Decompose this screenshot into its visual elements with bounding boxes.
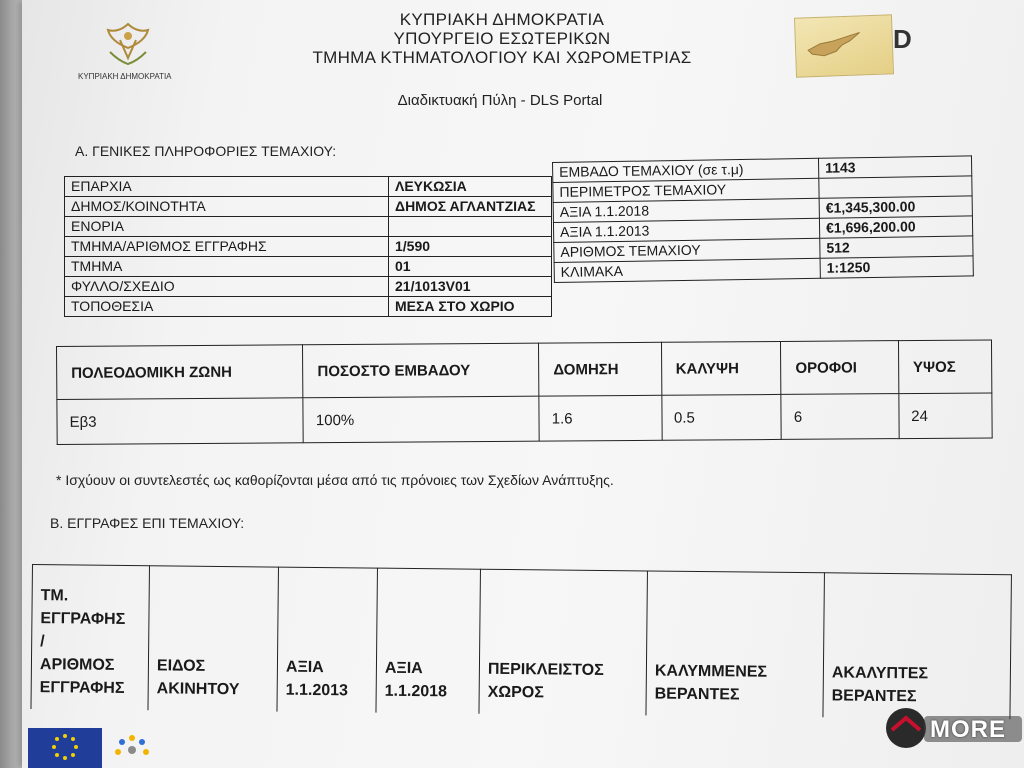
- header-line-3: ΤΜΗΜΑ ΚΤΗΜΑΤΟΛΟΓΙΟΥ ΚΑΙ ΧΩΡΟΜΕΤΡΙΑΣ: [312, 48, 692, 67]
- table-row: [65, 197, 552, 217]
- header-line-2: ΥΠΟΥΡΓΕΙΟ ΕΣΩΤΕΡΙΚΩΝ: [393, 29, 611, 48]
- table-cell: 6: [781, 394, 899, 440]
- table-cell: 100%: [303, 396, 539, 443]
- cohesion-fund-icon: [108, 730, 156, 766]
- dls-logo: [794, 14, 894, 77]
- row-value: 1/590: [389, 237, 552, 257]
- column-header: ΕΙΔΟΣ ΑΚΙΝΗΤΟΥ: [148, 566, 279, 712]
- table-cell: 24: [899, 393, 993, 439]
- column-header: ΚΑΛΥΜΜΕΝΕΣ ΒΕΡΑΝΤΕΣ: [646, 571, 825, 717]
- column-header: ΥΨΟΣ: [898, 340, 992, 394]
- coefficients-note: * Ισχύουν οι συντελεστές ως καθορίζονται μέσα από τις πρόνοιες των Σχεδίων Ανάπτυξης.: [56, 472, 614, 488]
- table-cell: Εβ3: [57, 398, 304, 445]
- general-info-table-left: [64, 176, 552, 317]
- dls-logo-mark: D: [893, 24, 912, 54]
- header-line-1: ΚΥΠΡΙΑΚΗ ΔΗΜΟΚΡΑΤΙΑ: [399, 10, 605, 29]
- row-value: ΜΕΣΑ ΣΤΟ ΧΩΡΙΟ: [389, 297, 552, 317]
- zoning-table: [56, 339, 993, 445]
- row-label: ΑΞΙΑ 1.1.2018: [553, 198, 819, 222]
- row-label: ΤΜΗΜΑ/ΑΡΙΘΜΟΣ ΕΓΓΡΑΦΗΣ: [65, 237, 389, 257]
- row-value: [819, 176, 972, 198]
- column-header: ΔΟΜΗΣΗ: [539, 342, 662, 396]
- row-label: ΚΛΙΜΑΚΑ: [554, 258, 820, 282]
- table-row: [65, 177, 552, 197]
- column-header: ΟΡΟΦΟΙ: [781, 341, 899, 395]
- general-info-table-right: [552, 155, 974, 283]
- row-label: ΔΗΜΟΣ/ΚΟΙΝΟΤΗΤΑ: [65, 197, 389, 217]
- table-row: [65, 257, 552, 277]
- table-row: [57, 393, 992, 445]
- row-value: 512: [820, 236, 973, 258]
- row-value: 1143: [818, 156, 971, 178]
- row-label: ΕΝΟΡΙΑ: [65, 217, 389, 237]
- row-label: ΠΕΡΙΜΕΤΡΟΣ ΤΕΜΑΧΙΟΥ: [553, 178, 819, 202]
- section-b-title: Β. ΕΓΓΡΑΦΕΣ ΕΠΙ ΤΕΜΑΧΙΟΥ:: [50, 515, 245, 531]
- eu-flag-icon: [28, 728, 102, 768]
- row-value: €1,345,300.00: [819, 196, 972, 218]
- column-header: ΑΞΙΑ 1.1.2013: [277, 567, 378, 713]
- table-row: [65, 277, 552, 297]
- table-row: [65, 217, 552, 237]
- row-label: ΑΡΙΘΜΟΣ ΤΕΜΑΧΙΟΥ: [554, 238, 820, 262]
- row-label: ΕΜΒΑΔΟ ΤΕΜΑΧΙΟΥ (σε τ.μ): [553, 158, 819, 182]
- table-row: [65, 297, 552, 317]
- column-header: ΠΟΛΕΟΔΟΜΙΚΗ ΖΩΝΗ: [57, 345, 304, 400]
- registrations-table: [30, 564, 1011, 719]
- more-watermark-text: MORE: [930, 716, 1006, 743]
- row-label: ΦΥΛΛΟ/ΣΧΕΔΙΟ: [65, 277, 389, 297]
- cyprus-crest-icon: [100, 18, 156, 68]
- crest-label: ΚΥΠΡΙΑΚΗ ΔΗΜΟΚΡΑΤΙΑ: [78, 72, 172, 81]
- column-header: ΑΚΑΛΥΠΤΕΣ ΒΕΡΑΝΤΕΣ: [823, 573, 1012, 719]
- row-value: [389, 217, 552, 237]
- row-value: 21/1013V01: [389, 277, 552, 297]
- column-header: ΤΜ. ΕΓΓΡΑΦΗΣ / ΑΡΙΘΜΟΣ ΕΓΓΡΑΦΗΣ: [31, 565, 150, 711]
- document-header: [262, 10, 742, 67]
- column-header: ΚΑΛΥΨΗ: [661, 341, 781, 395]
- portal-title: Διαδικτυακή Πύλη - DLS Portal: [397, 92, 603, 109]
- row-label: ΕΠΑΡΧΙΑ: [65, 177, 389, 197]
- table-header-row: [57, 340, 992, 400]
- column-header: ΑΞΙΑ 1.1.2018: [376, 568, 481, 714]
- table-cell: 0.5: [661, 394, 781, 440]
- row-value: ΔΗΜΟΣ ΑΓΛΑΝΤΖΙΑΣ: [389, 197, 552, 217]
- row-label: ΤΜΗΜΑ: [65, 257, 389, 277]
- row-value: 1:1250: [820, 256, 973, 278]
- column-header: ΠΟΣΟΣΤΟ ΕΜΒΑΔΟΥ: [303, 343, 539, 398]
- table-row: [65, 237, 552, 257]
- row-value: €1,696,200.00: [819, 216, 972, 238]
- cyprus-map-icon: [805, 30, 862, 58]
- section-a-title: Α. ΓΕΝΙΚΕΣ ΠΛΗΡΟΦΟΡΙΕΣ ΤΕΜΑΧΙΟΥ:: [75, 143, 337, 159]
- row-value: 01: [389, 257, 552, 277]
- row-label: ΑΞΙΑ 1.1.2013: [553, 218, 819, 242]
- table-header-row: [31, 565, 1011, 720]
- table-cell: 1.6: [539, 395, 662, 441]
- row-value: ΛΕΥΚΩΣΙΑ: [389, 177, 552, 197]
- row-label: ΤΟΠΟΘΕΣΙΑ: [65, 297, 389, 317]
- column-header: ΠΕΡΙΚΛΕΙΣΤΟΣ ΧΩΡΟΣ: [479, 569, 648, 715]
